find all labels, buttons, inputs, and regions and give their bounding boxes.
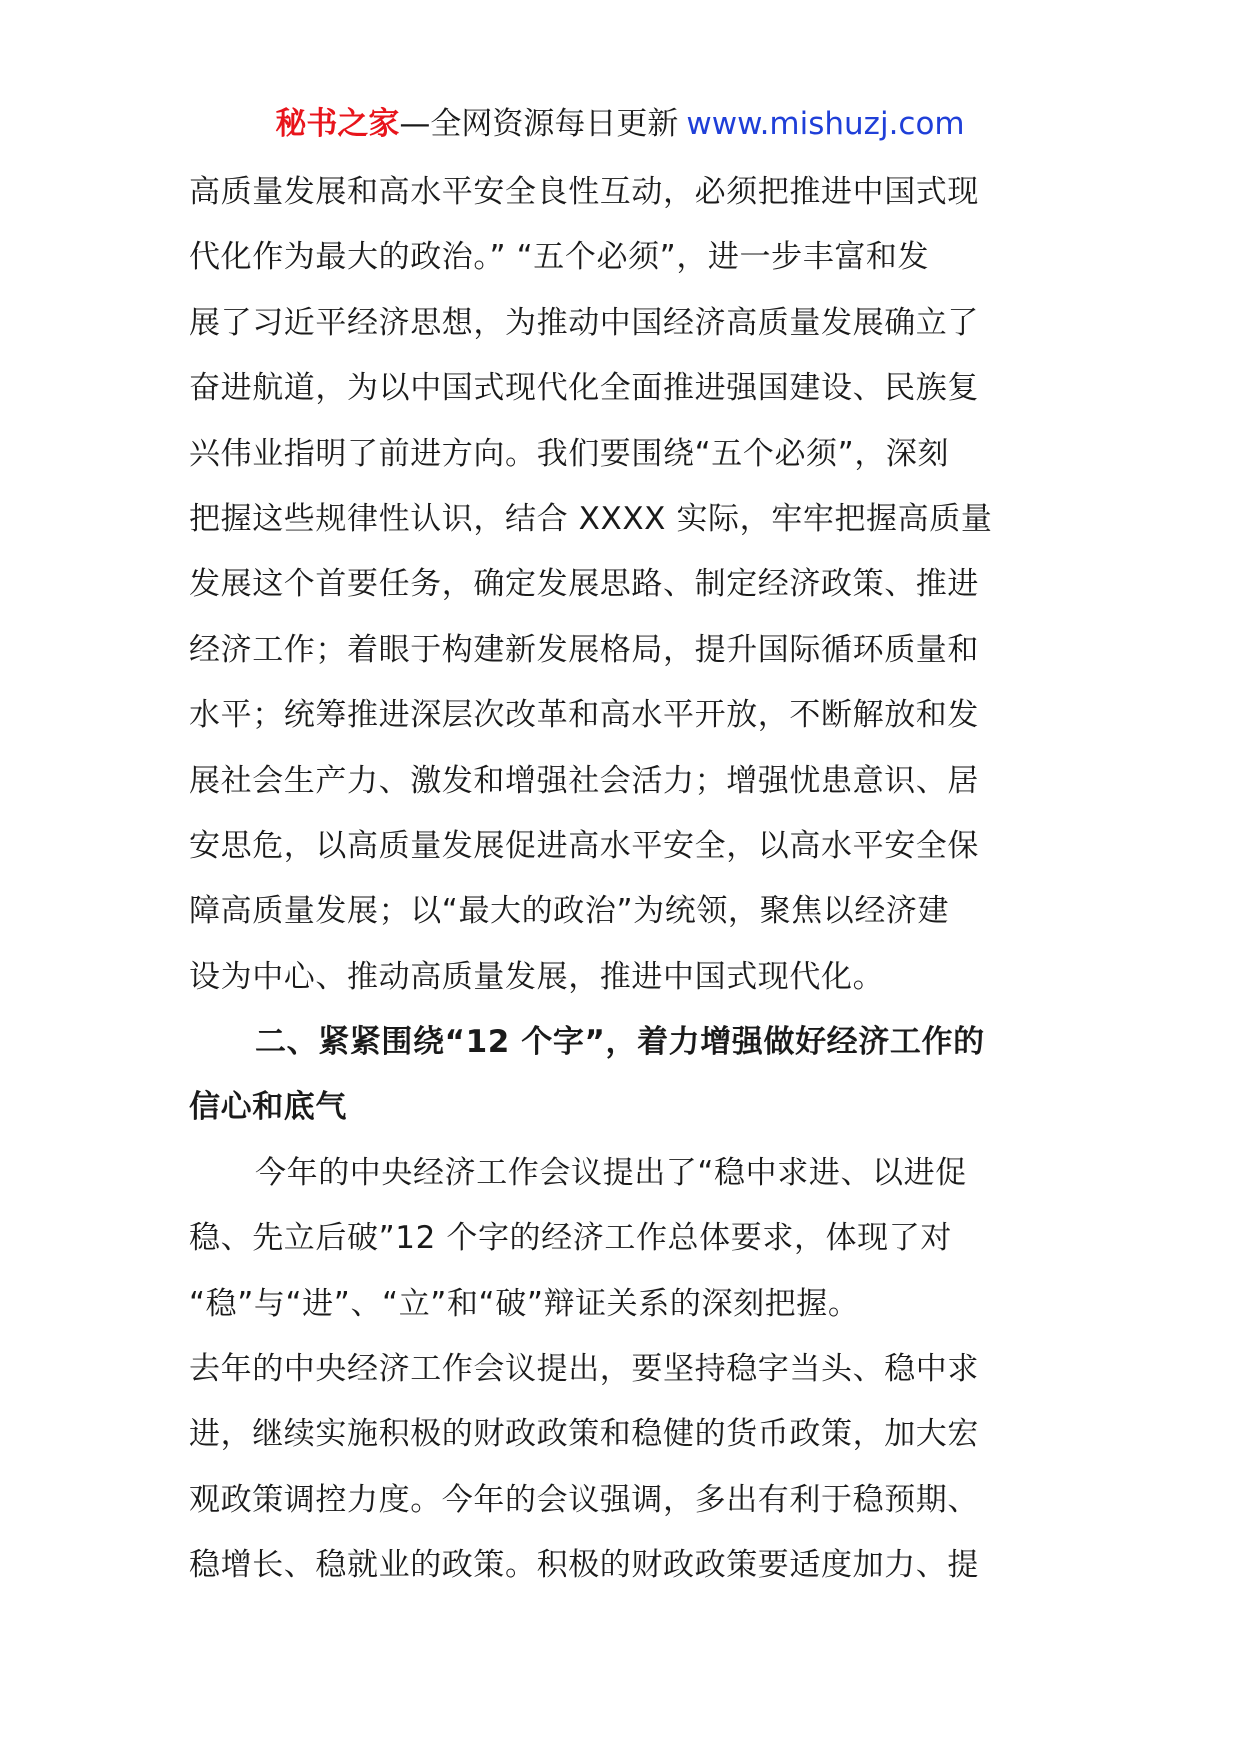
text-line: 展了习近平经济思想，为推动中国经济高质量发展确立了 (189, 304, 979, 341)
text-line: 经济工作；着眼于构建新发展格局，提升国际循环质量和 (189, 631, 979, 668)
text-line: 高质量发展和高水平安全良性互动，必须把推进中国式现 (189, 174, 979, 210)
text-line: 稳增长、稳就业的政策。积极的财政政策要适度加力、提 (189, 1547, 979, 1584)
text-line: 奋进航道，为以中国式现代化全面推进强国建设、民族复 (189, 370, 979, 407)
text-line: 稳、先立后破”12 个字的经济工作总体要求，体现了对 (189, 1220, 952, 1257)
text-line: “稳”与“进”、“立”和“破”辩证关系的深刻把握。 (189, 1285, 860, 1322)
text-line: 把握这些规律性认识，结合 XXXX 实际，牢牢把握高质量 (189, 500, 993, 537)
text-line: 兴伟业指明了前进方向。我们要围绕“五个必须”，深刻 (189, 435, 950, 472)
site-tagline: —全网资源每日更新 (399, 106, 679, 142)
text-line: 发展这个首要任务，确定发展思路、制定经济政策、推进 (189, 566, 979, 603)
site-header (0, 104, 1240, 144)
section-heading-line: 二、紧紧围绕“12 个字”，着力增强做好经济工作的 (255, 1024, 985, 1061)
text-line: 设为中心、推动高质量发展，推进中国式现代化。 (189, 958, 885, 995)
document-body (189, 160, 1049, 1599)
text-line: 代化作为最大的政治。” “五个必须”，进一步丰富和发 (189, 239, 930, 276)
text-line: 展社会生产力、激发和增强社会活力；增强忧患意识、居 (189, 762, 979, 799)
site-brand: 秘书之家 (275, 106, 400, 142)
section-heading-line: 信心和底气 (189, 1089, 347, 1126)
text-line: 去年的中央经济工作会议提出，要坚持稳字当头、稳中求 (189, 1351, 979, 1388)
text-line: 安思危，以高质量发展促进高水平安全，以高水平安全保 (189, 827, 979, 864)
text-line: 水平；统筹推进深层次改革和高水平开放，不断解放和发 (189, 697, 979, 734)
text-line: 观政策调控力度。今年的会议强调，多出有利于稳预期、 (189, 1481, 979, 1518)
text-line: 障高质量发展；以“最大的政治”为统领，聚焦以经济建 (189, 893, 950, 930)
site-url[interactable]: www.mishuzj.com (686, 106, 965, 142)
text-line: 进，继续实施积极的财政政策和稳健的货币政策，加大宏 (189, 1416, 979, 1453)
text-line: 今年的中央经济工作会议提出了“稳中求进、以进促 (255, 1154, 967, 1191)
